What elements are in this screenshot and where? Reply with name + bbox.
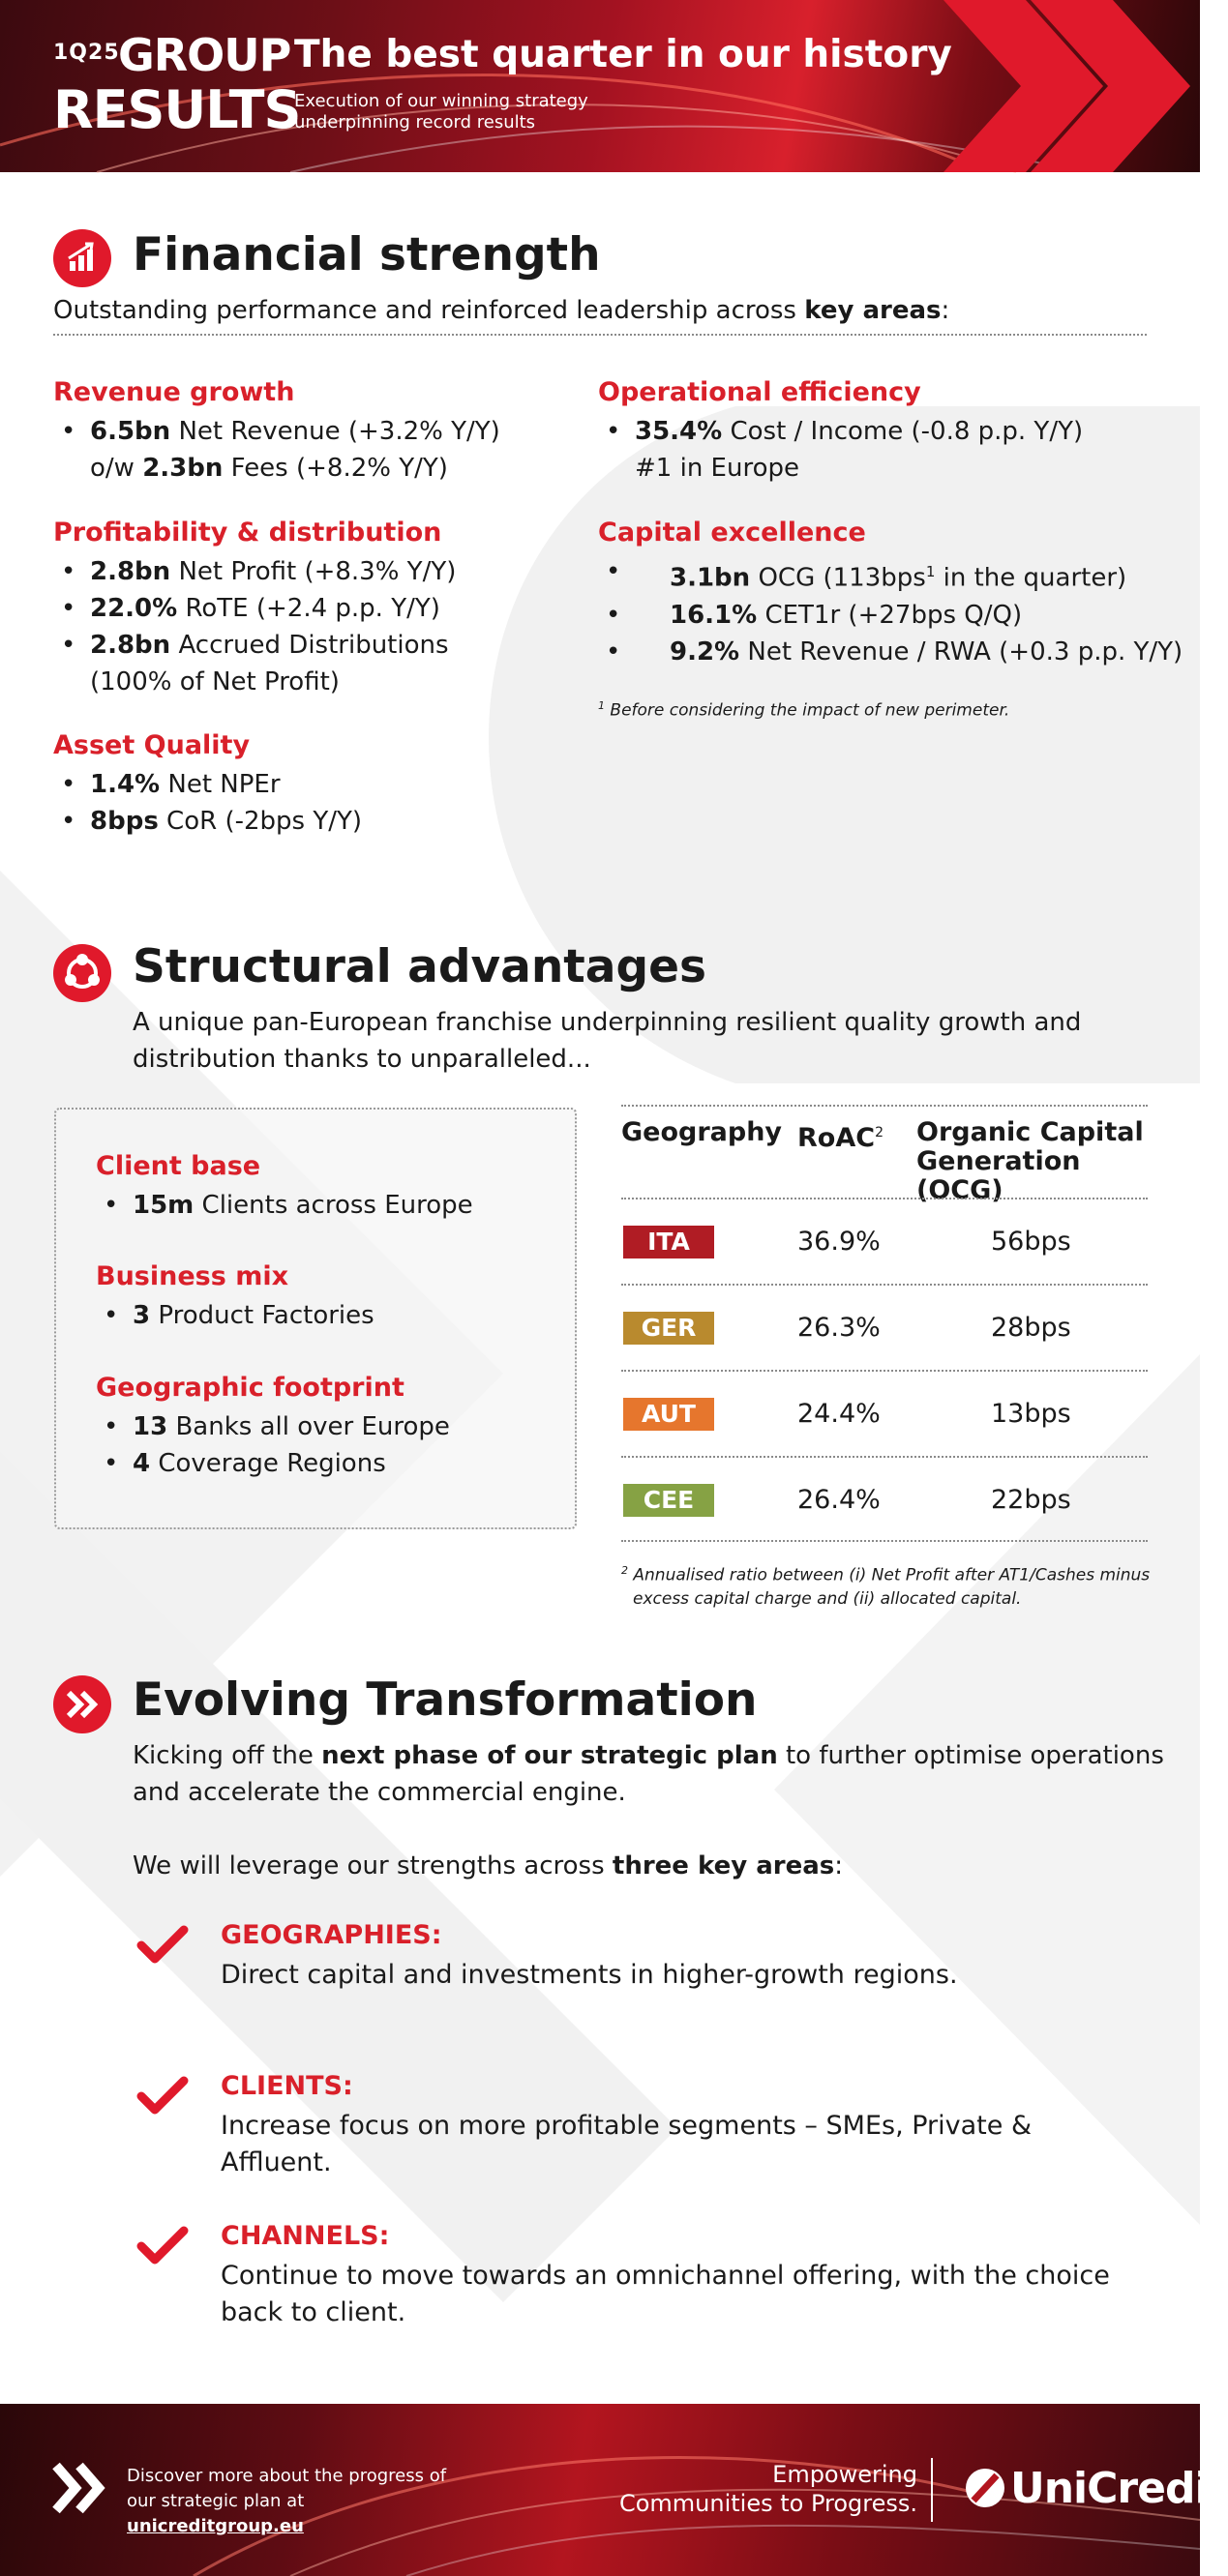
chevrons-icon xyxy=(53,1675,111,1733)
fees-line xyxy=(90,450,500,487)
footnote-1 xyxy=(598,695,1009,723)
lead1-prefix: Kicking off the xyxy=(133,1741,322,1770)
geographic-footprint-title: Geographic footprint xyxy=(96,1373,404,1403)
clients-text: Clients across Europe xyxy=(194,1191,473,1220)
revenue-text: Net Revenue (+3.2% Y/Y) xyxy=(170,417,500,446)
key-area-title: CHANNELS: xyxy=(221,2221,390,2251)
footer-discover-text xyxy=(127,2464,475,2539)
structural-lead-line2: distribution thanks to unparalleled... xyxy=(133,1045,591,1074)
fees-text: Fees (+8.2% Y/Y) xyxy=(223,454,448,483)
factories-value: 3 xyxy=(133,1301,151,1330)
unicredit-logo-icon xyxy=(966,2469,1004,2507)
header-group-word: GROUP xyxy=(118,29,291,81)
table-row xyxy=(621,1456,1148,1542)
transformation-lead-1-line2: and accelerate the commercial engine. xyxy=(133,1778,626,1807)
regions-text: Coverage Regions xyxy=(150,1449,386,1478)
capital-excellence-title: Capital excellence xyxy=(598,518,866,548)
business-mix-block xyxy=(96,1261,374,1334)
list-item xyxy=(96,1297,374,1334)
lead2-bold: three key areas xyxy=(612,1851,835,1880)
rwa-text: Net Revenue / RWA (+0.3 p.p. Y/Y) xyxy=(739,637,1183,666)
business-mix-title: Business mix xyxy=(96,1261,289,1291)
footnote-2 xyxy=(621,1559,1150,1611)
footnote-2-text1: Annualised ratio between (i) Net Profit after AT1/Cashes minus xyxy=(633,1565,1151,1585)
header-results-word: RESULTS xyxy=(53,79,301,140)
npe-value: 1.4% xyxy=(90,770,161,799)
check-icon xyxy=(135,2225,190,2267)
brand-name: UniCredit xyxy=(1010,2464,1228,2513)
transformation-lead-2 xyxy=(133,1848,843,1884)
check-icon xyxy=(135,2075,190,2117)
list-item xyxy=(53,766,362,803)
operational-efficiency-title: Operational efficiency xyxy=(598,377,921,407)
structural-lead xyxy=(133,1004,1081,1078)
footnote-2-mark: 2 xyxy=(621,1564,628,1577)
geo-badge-ita: ITA xyxy=(623,1226,714,1258)
capital-excellence-block xyxy=(598,518,1183,670)
key-area-text: Continue to move towards an omnichannel offering, with the choice back to client. xyxy=(221,2261,1110,2327)
cost-income-value: 35.4% xyxy=(635,417,723,446)
lead1-bold: next phase of our strategic plan xyxy=(321,1741,778,1770)
footnote-2-line1 xyxy=(621,1559,1150,1587)
ocg-cell: 56bps xyxy=(991,1227,1071,1257)
discover-prefix: our strategic plan at xyxy=(127,2491,305,2511)
header-subtitle-line2: underpinning record results xyxy=(294,112,536,133)
list-item xyxy=(53,590,456,627)
header-subtitle xyxy=(294,91,701,133)
europe-rank: #1 in Europe xyxy=(635,454,799,483)
website-link[interactable]: unicreditgroup.eu xyxy=(127,2516,304,2536)
list-item xyxy=(53,627,456,700)
col-roac-mark: 2 xyxy=(875,1125,884,1140)
lead1-suffix: to further optimise operations xyxy=(777,1741,1164,1770)
net-profit-text: Net Profit (+8.3% Y/Y) xyxy=(170,557,457,586)
revenue-growth-title: Revenue growth xyxy=(53,377,295,407)
clients-value: 15m xyxy=(133,1191,195,1220)
list-item xyxy=(598,597,1183,634)
financial-lead-prefix: Outstanding performance and reinforced leadership across xyxy=(53,296,805,325)
asset-quality-block xyxy=(53,730,362,840)
net-profit-value: 2.8bn xyxy=(90,557,171,586)
lead2-suffix: : xyxy=(834,1851,843,1880)
geo-badge-aut: AUT xyxy=(623,1398,714,1431)
fees-value: 2.3bn xyxy=(142,454,224,483)
list-item xyxy=(598,634,1183,670)
ocg-text: OCG (113bps xyxy=(750,563,926,593)
evolving-transformation-title: Evolving Transformation xyxy=(133,1673,758,1727)
fees-prefix: o/w xyxy=(90,454,143,483)
col-ocg xyxy=(916,1118,1148,1205)
double-chevron-icon xyxy=(56,2466,99,2510)
discover-line1: Discover more about the progress of xyxy=(127,2466,447,2486)
geo-badge-ger: GER xyxy=(623,1312,714,1345)
structural-advantages-title: Structural advantages xyxy=(133,940,706,993)
list-item xyxy=(598,413,1083,487)
tagline-line2: Communities to Progress. xyxy=(618,2490,917,2517)
cor-text: CoR (-2bps Y/Y) xyxy=(158,807,363,836)
ocg-value: 3.1bn xyxy=(670,563,751,593)
rote-text: RoTE (+2.4 p.p. Y/Y) xyxy=(177,594,440,623)
distributions-text: Accrued Distributions xyxy=(170,631,449,660)
profitability-title: Profitability & distribution xyxy=(53,518,442,548)
transformation-lead-1-line1 xyxy=(133,1737,1164,1774)
regions-value: 4 xyxy=(133,1449,151,1478)
transformation-lead-1 xyxy=(133,1737,1164,1811)
header-subtitle-line1: Execution of our winning strategy xyxy=(294,91,588,111)
structural-lead-line1: A unique pan-European franchise underpinning resilient quality growth and xyxy=(133,1008,1082,1037)
col-ocg-line2: Generation (OCG) xyxy=(916,1146,1081,1205)
ocg-cell: 22bps xyxy=(991,1485,1071,1515)
revenue-value: 6.5bn xyxy=(90,417,171,446)
factories-text: Product Factories xyxy=(150,1301,374,1330)
chart-icon xyxy=(53,229,111,287)
footer-tagline xyxy=(619,2460,917,2518)
roac-cell: 26.3% xyxy=(797,1313,881,1343)
banks-text: Banks all over Europe xyxy=(167,1412,450,1441)
roac-cell: 24.4% xyxy=(797,1399,881,1429)
financial-lead-bold: key areas xyxy=(804,296,942,325)
profitability-block xyxy=(53,518,456,700)
list-item xyxy=(53,413,500,487)
ocg-tail: in the quarter) xyxy=(935,563,1127,593)
roac-cell: 26.4% xyxy=(797,1485,881,1515)
distributions-value: 2.8bn xyxy=(90,631,171,660)
header-banner xyxy=(0,0,1200,172)
lead2-prefix: We will leverage our strengths across xyxy=(133,1851,613,1880)
list-item xyxy=(53,803,362,840)
cor-value: 8bps xyxy=(90,807,159,836)
network-icon xyxy=(53,944,111,1002)
col-roac-label: RoAC xyxy=(797,1123,876,1153)
cost-income-text: Cost / Income (-0.8 p.p. Y/Y) xyxy=(722,417,1084,446)
list-item xyxy=(96,1187,473,1224)
ocg-footnote-mark: 1 xyxy=(925,563,936,580)
col-roac xyxy=(797,1118,884,1153)
footer-separator xyxy=(931,2458,933,2522)
ocg-cell: 13bps xyxy=(991,1399,1071,1429)
distributions-cont: (100% of Net Profit) xyxy=(90,667,340,696)
table-row xyxy=(621,1198,1148,1284)
financial-strength-title: Financial strength xyxy=(133,228,601,281)
asset-quality-title: Asset Quality xyxy=(53,730,251,760)
col-ocg-line1: Organic Capital xyxy=(916,1117,1144,1147)
list-item xyxy=(96,1445,450,1482)
tagline-line1: Empowering xyxy=(772,2461,917,2488)
list-item xyxy=(96,1408,450,1445)
footer-banner xyxy=(0,2404,1228,2576)
client-base-block xyxy=(96,1151,473,1224)
geo-badge-cee: CEE xyxy=(623,1484,714,1517)
operational-efficiency-block xyxy=(598,377,1083,487)
table-row xyxy=(621,1284,1148,1370)
rwa-value: 9.2% xyxy=(670,637,740,666)
cet1-value: 16.1% xyxy=(670,600,758,630)
footnote-2-line2: excess capital charge and (ii) allocated capital. xyxy=(633,1588,1022,1609)
discover-line2 xyxy=(127,2489,475,2539)
rote-value: 22.0% xyxy=(90,594,178,623)
geography-table xyxy=(621,1105,1148,1542)
table-row xyxy=(621,1370,1148,1456)
geographic-footprint-block xyxy=(96,1373,450,1482)
footnote-1-text: Before considering the impact of new perimeter. xyxy=(610,700,1010,721)
header-quarter: 1Q25 xyxy=(53,41,120,65)
footnote-1-mark: 1 xyxy=(598,699,605,712)
list-item xyxy=(53,553,456,590)
check-icon xyxy=(135,1924,190,1967)
npe-text: Net NPEr xyxy=(160,770,281,799)
client-base-title: Client base xyxy=(96,1151,261,1181)
roac-cell: 36.9% xyxy=(797,1227,881,1257)
banks-value: 13 xyxy=(133,1412,168,1441)
financial-lead-suffix: : xyxy=(941,296,950,325)
revenue-growth-block xyxy=(53,377,500,487)
divider xyxy=(53,334,1147,336)
col-geography: Geography xyxy=(621,1117,783,1147)
key-area-text: Increase focus on more profitable segments – SMEs, Private & Affluent. xyxy=(221,2111,1033,2177)
key-area-text: Direct capital and investments in higher-growth regions. xyxy=(221,1960,958,1990)
list-item xyxy=(598,553,1183,597)
financial-lead xyxy=(53,292,949,329)
table-header xyxy=(621,1105,1148,1205)
key-area-title: CLIENTS: xyxy=(221,2071,353,2101)
header-title: The best quarter in our history xyxy=(294,33,952,76)
key-area-title: GEOGRAPHIES: xyxy=(221,1920,442,1950)
cet1-text: CET1r (+27bps Q/Q) xyxy=(757,600,1023,630)
ocg-cell: 28bps xyxy=(991,1313,1071,1343)
